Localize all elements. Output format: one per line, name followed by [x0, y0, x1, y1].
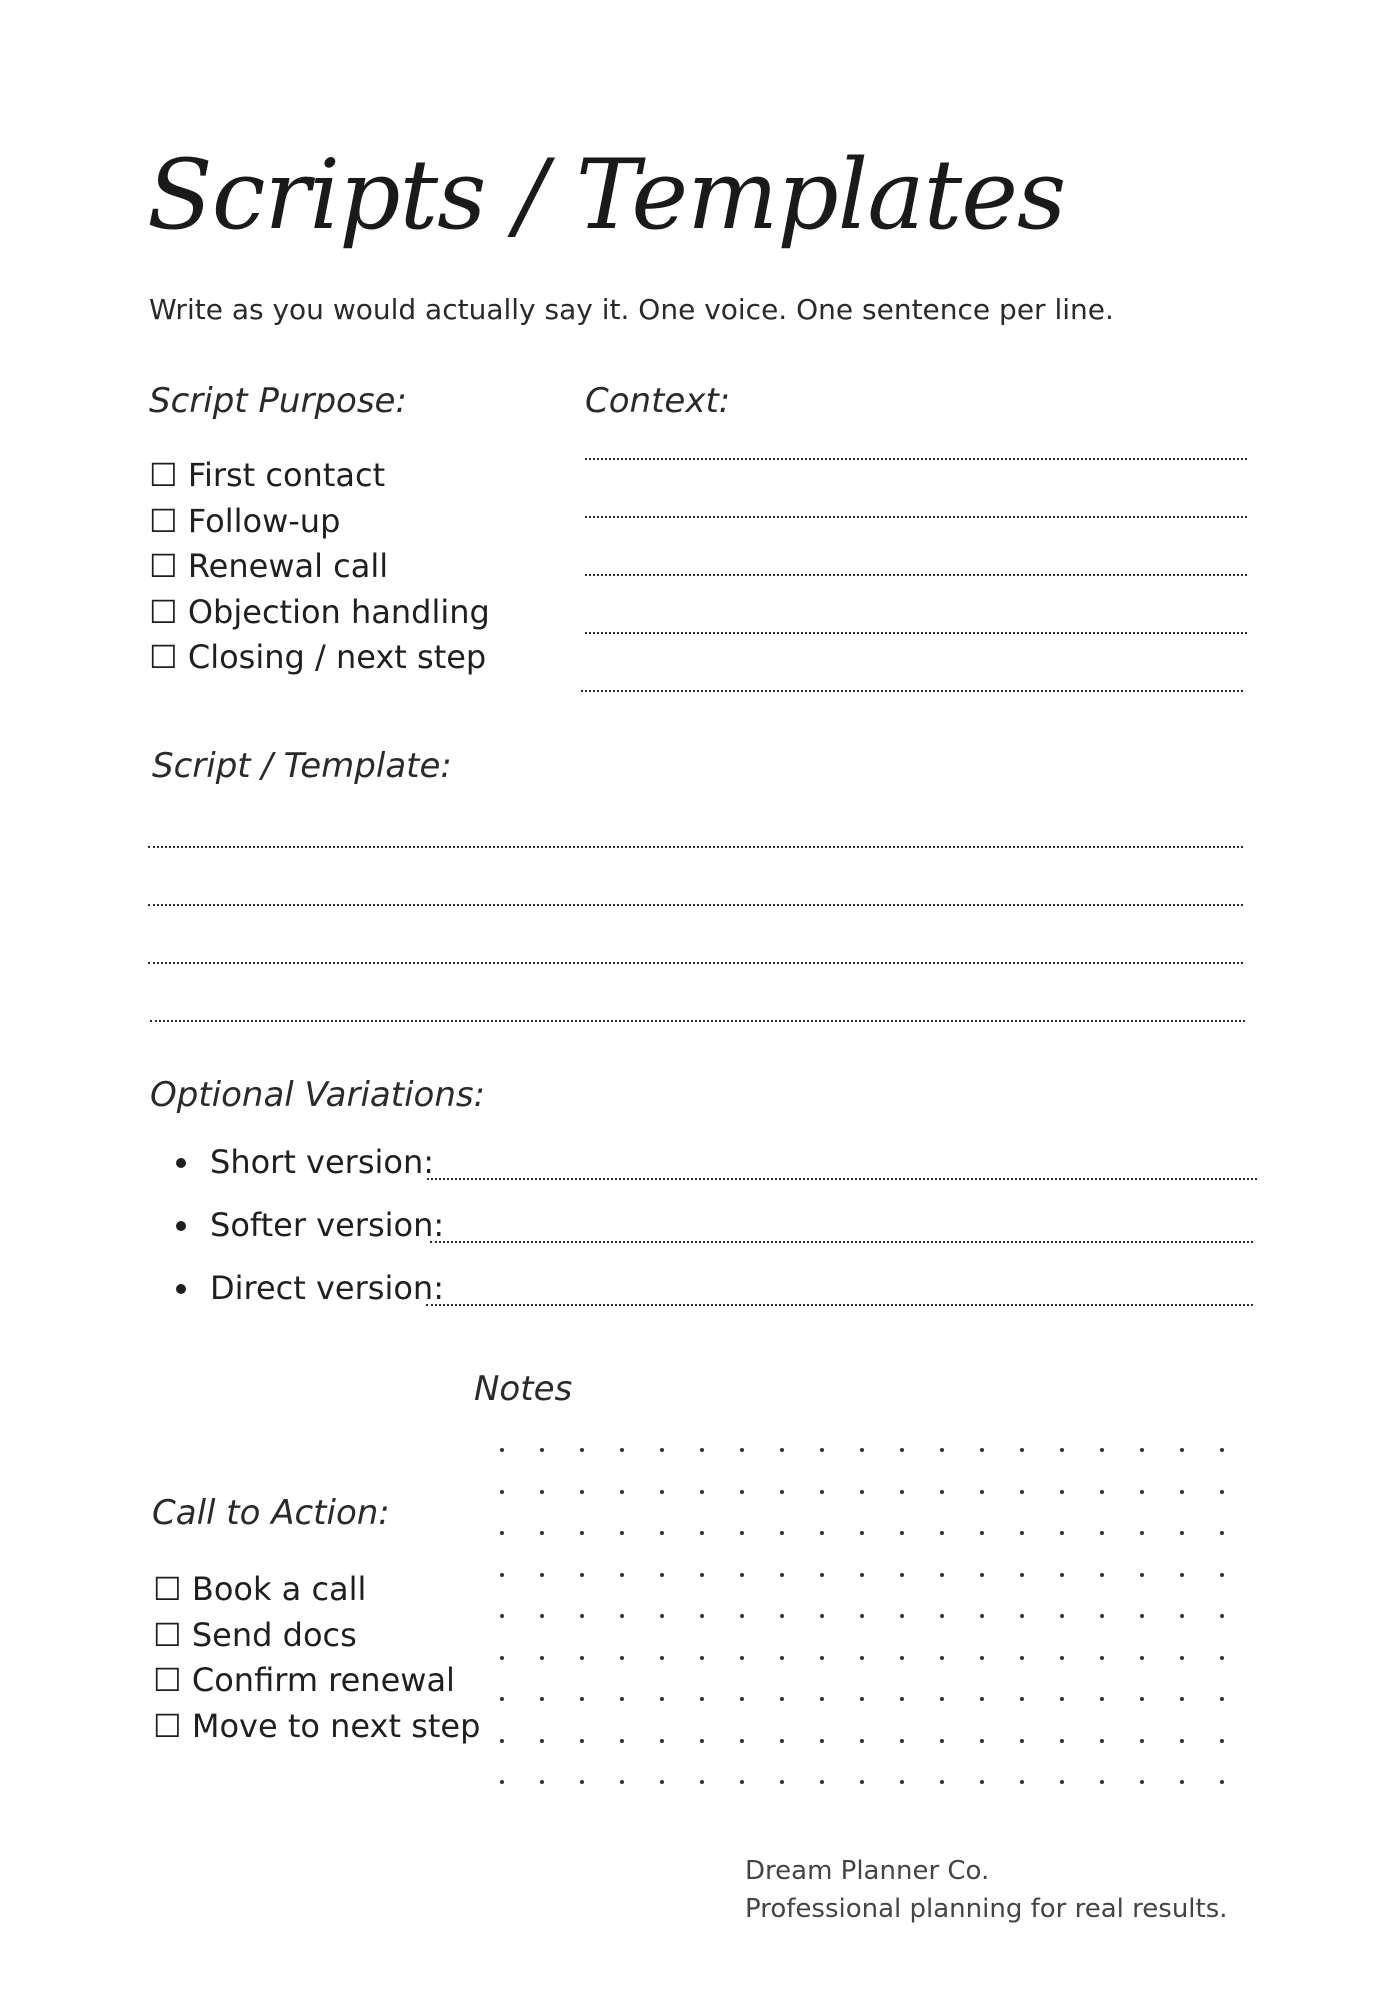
- variation-label: Softer version:: [210, 1206, 445, 1244]
- grid-dot: [980, 1614, 984, 1618]
- script-purpose-checklist: [149, 453, 490, 681]
- grid-dot: [540, 1531, 544, 1535]
- call-to-action-checklist: [153, 1567, 480, 1749]
- grid-dot: [860, 1531, 864, 1535]
- grid-dot: [1060, 1490, 1064, 1494]
- grid-dot: [500, 1739, 504, 1743]
- script-template-line[interactable]: [148, 962, 1243, 964]
- grid-dot: [980, 1531, 984, 1535]
- grid-dot: [1100, 1697, 1104, 1701]
- grid-dot: [540, 1656, 544, 1660]
- footer: [745, 1852, 1228, 1928]
- grid-dot: [780, 1573, 784, 1577]
- grid-dot: [1140, 1656, 1144, 1660]
- grid-dot: [660, 1656, 664, 1660]
- grid-dot: [620, 1656, 624, 1660]
- grid-dot: [500, 1780, 504, 1784]
- grid-dot: [1140, 1739, 1144, 1743]
- grid-dot: [900, 1614, 904, 1618]
- grid-dot: [900, 1656, 904, 1660]
- grid-dot: [500, 1573, 504, 1577]
- grid-dot: [1060, 1531, 1064, 1535]
- grid-dot: [860, 1656, 864, 1660]
- grid-dot: [1220, 1614, 1224, 1618]
- grid-dot: [820, 1490, 824, 1494]
- grid-dot: [540, 1697, 544, 1701]
- grid-dot: [500, 1448, 504, 1452]
- grid-dot: [820, 1614, 824, 1618]
- checkbox-book-a-call[interactable]: ☐ Book a call: [153, 1570, 367, 1608]
- grid-dot: [1140, 1614, 1144, 1618]
- grid-dot: [500, 1697, 504, 1701]
- grid-dot: [1100, 1448, 1104, 1452]
- checkbox-first-contact[interactable]: ☐ First contact: [149, 456, 386, 494]
- grid-dot: [660, 1614, 664, 1618]
- grid-dot: [1180, 1614, 1184, 1618]
- grid-dot: [1060, 1697, 1064, 1701]
- grid-dot: [580, 1573, 584, 1577]
- variation-direct: [162, 1266, 1262, 1329]
- script-template-line[interactable]: [148, 846, 1243, 848]
- grid-dot: [740, 1448, 744, 1452]
- bullet-icon: [176, 1221, 186, 1231]
- grid-dot: [620, 1697, 624, 1701]
- grid-dot: [1100, 1531, 1104, 1535]
- variation-label: Direct version:: [210, 1269, 444, 1307]
- grid-dot: [940, 1448, 944, 1452]
- grid-dot: [580, 1739, 584, 1743]
- grid-dot: [1100, 1656, 1104, 1660]
- grid-dot: [580, 1697, 584, 1701]
- script-purpose-heading: Script Purpose:: [149, 381, 407, 421]
- grid-dot: [940, 1490, 944, 1494]
- grid-dot: [1100, 1739, 1104, 1743]
- grid-dot: [540, 1448, 544, 1452]
- grid-dot: [1140, 1780, 1144, 1784]
- grid-dot: [700, 1531, 704, 1535]
- grid-dot: [540, 1573, 544, 1577]
- grid-dot: [1060, 1739, 1064, 1743]
- grid-dot: [660, 1780, 664, 1784]
- grid-dot: [1180, 1448, 1184, 1452]
- grid-dot: [980, 1739, 984, 1743]
- grid-dot: [780, 1448, 784, 1452]
- grid-dot: [820, 1697, 824, 1701]
- grid-dot: [620, 1490, 624, 1494]
- grid-dot: [1140, 1697, 1144, 1701]
- grid-dot: [580, 1490, 584, 1494]
- grid-dot: [1220, 1656, 1224, 1660]
- variation-softer: [162, 1203, 1262, 1266]
- grid-dot: [620, 1573, 624, 1577]
- grid-dot: [860, 1490, 864, 1494]
- context-line[interactable]: [585, 574, 1247, 576]
- grid-dot: [980, 1780, 984, 1784]
- grid-dot: [1140, 1448, 1144, 1452]
- grid-dot: [1100, 1614, 1104, 1618]
- grid-dot: [700, 1697, 704, 1701]
- grid-dot: [660, 1697, 664, 1701]
- grid-dot: [980, 1490, 984, 1494]
- grid-dot: [1100, 1780, 1104, 1784]
- grid-dot: [1220, 1531, 1224, 1535]
- grid-dot: [740, 1531, 744, 1535]
- grid-dot: [700, 1573, 704, 1577]
- grid-dot: [540, 1739, 544, 1743]
- grid-dot: [780, 1739, 784, 1743]
- context-line[interactable]: [581, 690, 1243, 692]
- grid-dot: [580, 1614, 584, 1618]
- checkbox-send-docs[interactable]: ☐ Send docs: [153, 1615, 357, 1654]
- context-line[interactable]: [585, 458, 1247, 460]
- grid-dot: [660, 1739, 664, 1743]
- grid-dot: [1020, 1697, 1024, 1701]
- grid-dot: [1020, 1531, 1024, 1535]
- grid-dot: [1020, 1448, 1024, 1452]
- grid-dot: [500, 1531, 504, 1535]
- grid-dot: [500, 1614, 504, 1618]
- grid-dot: [940, 1656, 944, 1660]
- grid-dot: [1140, 1531, 1144, 1535]
- grid-dot: [820, 1448, 824, 1452]
- grid-dot: [660, 1490, 664, 1494]
- footer-brand: Dream Planner Co.: [745, 1856, 990, 1886]
- grid-dot: [940, 1739, 944, 1743]
- grid-dot: [780, 1697, 784, 1701]
- grid-dot: [860, 1573, 864, 1577]
- grid-dot: [740, 1490, 744, 1494]
- grid-dot: [540, 1780, 544, 1784]
- variation-line[interactable]: [430, 1241, 1253, 1243]
- grid-dot: [780, 1531, 784, 1535]
- grid-dot: [1180, 1739, 1184, 1743]
- bullet-icon: [176, 1284, 186, 1294]
- grid-dot: [1140, 1573, 1144, 1577]
- grid-dot: [860, 1448, 864, 1452]
- grid-dot: [980, 1697, 984, 1701]
- grid-dot: [1060, 1656, 1064, 1660]
- grid-dot: [660, 1448, 664, 1452]
- grid-dot: [1060, 1448, 1064, 1452]
- script-template-line[interactable]: [150, 1020, 1245, 1022]
- checkbox-move-to-next-step[interactable]: ☐ Move to next step: [153, 1706, 481, 1745]
- page-subtitle: Write as you would actually say it. One voice. One sentence per line.: [149, 293, 1114, 326]
- grid-dot: [940, 1573, 944, 1577]
- context-line[interactable]: [585, 516, 1247, 518]
- context-line[interactable]: [585, 632, 1247, 634]
- grid-dot: [1140, 1490, 1144, 1494]
- grid-dot: [1020, 1656, 1024, 1660]
- grid-dot: [700, 1739, 704, 1743]
- grid-dot: [620, 1739, 624, 1743]
- grid-dot: [1180, 1697, 1184, 1701]
- grid-dot: [700, 1614, 704, 1618]
- optional-variations-list: [162, 1140, 1262, 1329]
- grid-dot: [900, 1490, 904, 1494]
- checkbox-objection-handling[interactable]: ☐ Objection handling: [149, 592, 490, 631]
- grid-dot: [580, 1448, 584, 1452]
- grid-dot: [1180, 1780, 1184, 1784]
- grid-dot: [1220, 1697, 1224, 1701]
- grid-dot: [1220, 1739, 1224, 1743]
- grid-dot: [580, 1780, 584, 1784]
- grid-dot: [860, 1780, 864, 1784]
- grid-dot: [740, 1614, 744, 1618]
- checkbox-follow-up[interactable]: ☐ Follow-up: [149, 501, 341, 540]
- grid-dot: [540, 1490, 544, 1494]
- grid-dot: [700, 1490, 704, 1494]
- grid-dot: [980, 1573, 984, 1577]
- grid-dot: [820, 1656, 824, 1660]
- grid-dot: [900, 1697, 904, 1701]
- variation-short: [162, 1140, 1262, 1203]
- grid-dot: [1060, 1780, 1064, 1784]
- bullet-icon: [176, 1158, 186, 1168]
- grid-dot: [780, 1614, 784, 1618]
- grid-dot: [1020, 1780, 1024, 1784]
- grid-dot: [940, 1614, 944, 1618]
- checkbox-confirm-renewal[interactable]: ☐ Confirm renewal: [153, 1661, 455, 1699]
- script-template-heading: Script / Template:: [152, 746, 452, 786]
- grid-dot: [1020, 1739, 1024, 1743]
- footer-tagline: Professional planning for real results.: [745, 1894, 1228, 1924]
- grid-dot: [700, 1448, 704, 1452]
- grid-dot: [620, 1531, 624, 1535]
- grid-dot: [900, 1739, 904, 1743]
- grid-dot: [1220, 1490, 1224, 1494]
- grid-dot: [820, 1573, 824, 1577]
- grid-dot: [700, 1656, 704, 1660]
- grid-dot: [740, 1697, 744, 1701]
- grid-dot: [740, 1739, 744, 1743]
- grid-dot: [1220, 1780, 1224, 1784]
- grid-dot: [740, 1656, 744, 1660]
- grid-dot: [980, 1448, 984, 1452]
- grid-dot: [780, 1490, 784, 1494]
- context-heading: Context:: [585, 381, 731, 421]
- grid-dot: [900, 1448, 904, 1452]
- notes-heading: Notes: [474, 1369, 573, 1409]
- grid-dot: [500, 1656, 504, 1660]
- notes-dot-grid[interactable]: [490, 1438, 1250, 1788]
- grid-dot: [580, 1531, 584, 1535]
- grid-dot: [620, 1448, 624, 1452]
- grid-dot: [740, 1573, 744, 1577]
- script-template-line[interactable]: [148, 904, 1243, 906]
- variation-line[interactable]: [427, 1178, 1257, 1180]
- grid-dot: [1020, 1573, 1024, 1577]
- grid-dot: [1220, 1573, 1224, 1577]
- grid-dot: [940, 1780, 944, 1784]
- grid-dot: [940, 1697, 944, 1701]
- grid-dot: [860, 1614, 864, 1618]
- grid-dot: [780, 1656, 784, 1660]
- grid-dot: [900, 1780, 904, 1784]
- grid-dot: [900, 1573, 904, 1577]
- variation-label: Short version:: [210, 1143, 435, 1181]
- grid-dot: [1060, 1573, 1064, 1577]
- grid-dot: [500, 1490, 504, 1494]
- grid-dot: [660, 1573, 664, 1577]
- checkbox-closing-next-step[interactable]: ☐ Closing / next step: [149, 638, 487, 676]
- variation-line[interactable]: [426, 1304, 1253, 1306]
- grid-dot: [580, 1656, 584, 1660]
- checkbox-renewal-call[interactable]: ☐ Renewal call: [149, 547, 389, 585]
- grid-dot: [740, 1780, 744, 1784]
- grid-dot: [540, 1614, 544, 1618]
- grid-dot: [1100, 1573, 1104, 1577]
- grid-dot: [860, 1739, 864, 1743]
- grid-dot: [660, 1531, 664, 1535]
- grid-dot: [780, 1780, 784, 1784]
- grid-dot: [1100, 1490, 1104, 1494]
- grid-dot: [860, 1697, 864, 1701]
- grid-dot: [1220, 1448, 1224, 1452]
- page-title: Scripts / Templates: [147, 139, 1066, 251]
- optional-variations-heading: Optional Variations:: [150, 1075, 486, 1115]
- grid-dot: [980, 1656, 984, 1660]
- grid-dot: [1060, 1614, 1064, 1618]
- grid-dot: [620, 1780, 624, 1784]
- grid-dot: [820, 1531, 824, 1535]
- grid-dot: [1180, 1573, 1184, 1577]
- grid-dot: [820, 1739, 824, 1743]
- grid-dot: [1180, 1490, 1184, 1494]
- call-to-action-heading: Call to Action:: [152, 1493, 390, 1533]
- grid-dot: [1020, 1614, 1024, 1618]
- grid-dot: [940, 1531, 944, 1535]
- grid-dot: [620, 1614, 624, 1618]
- grid-dot: [900, 1531, 904, 1535]
- grid-dot: [1180, 1656, 1184, 1660]
- grid-dot: [1180, 1531, 1184, 1535]
- grid-dot: [820, 1780, 824, 1784]
- grid-dot: [700, 1780, 704, 1784]
- grid-dot: [1020, 1490, 1024, 1494]
